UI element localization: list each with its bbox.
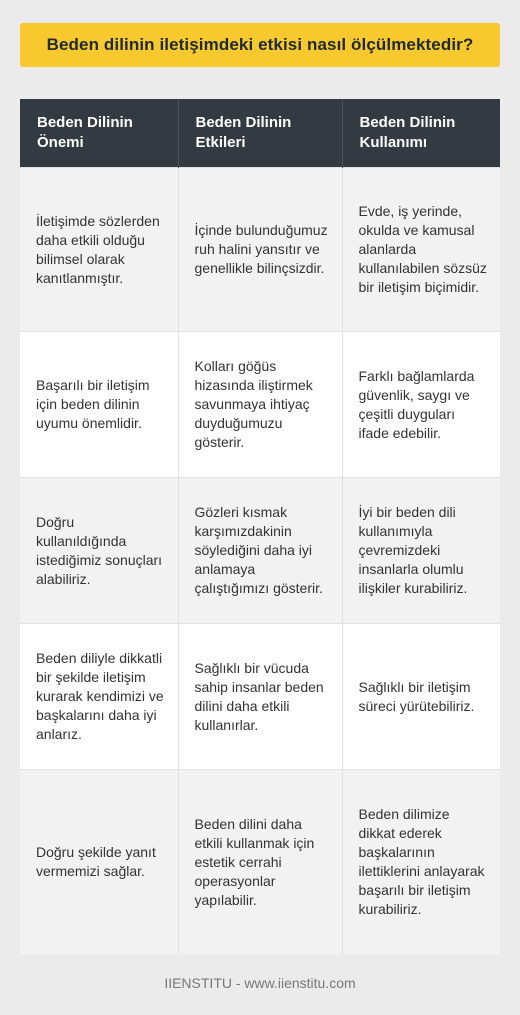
table-cell: Beden diliyle dikkatli bir şekilde iletişim kurarak kendimizi ve başkalarını daha iyi anlarız. xyxy=(20,624,178,770)
table-cell: Kolları göğüs hizasında iliştirmek savunmaya ihtiyaç duyduğumuzu gösterir. xyxy=(178,332,342,478)
table-cell: İçinde bulunduğumuz ruh halini yansıtır ve genellikle bilinçsizdir. xyxy=(178,168,342,332)
table-row xyxy=(20,624,500,770)
table-cell: Evde, iş yerinde, okulda ve kamusal alanlarda kullanılabilen sözsüz bir iletişim biçimidir. xyxy=(342,168,500,332)
table-cell: İletişimde sözlerden daha etkili olduğu bilimsel olarak kanıtlanmıştır. xyxy=(20,168,178,332)
table-cell: Beden dilimize dikkat ederek başkalarının ilettiklerini anlayarak başarılı bir iletişim kurabiliriz. xyxy=(342,770,500,955)
table-cell: Farklı bağlamlarda güvenlik, saygı ve çeşitli duyguları ifade edebilir. xyxy=(342,332,500,478)
table-cell: Doğru şekilde yanıt vermemizi sağlar. xyxy=(20,770,178,955)
table-row xyxy=(20,478,500,624)
table-cell: Gözleri kısmak karşımızdakinin söylediğini daha iyi anlamaya çalıştığımızı gösterir. xyxy=(178,478,342,624)
comparison-table xyxy=(20,99,500,955)
column-header-etkileri: Beden Dilinin Etkileri xyxy=(178,99,342,168)
table-header-row xyxy=(20,99,500,168)
page-title: Beden dilinin iletişimdeki etkisi nasıl ölçülmektedir? xyxy=(46,35,474,54)
column-header-onemi: Beden Dilinin Önemi xyxy=(20,99,178,168)
table-cell: İyi bir beden dili kullanımıyla çevremizdeki insanlarla olumlu ilişkiler kurabiliriz. xyxy=(342,478,500,624)
table-cell: Sağlıklı bir vücuda sahip insanlar beden dilini daha etkili kullanırlar. xyxy=(178,624,342,770)
table-cell: Beden dilini daha etkili kullanmak için estetik cerrahi operasyonlar yapılabilir. xyxy=(178,770,342,955)
title-banner xyxy=(20,23,500,67)
table-row xyxy=(20,332,500,478)
table-cell: Doğru kullanıldığında istediğimiz sonuçları alabiliriz. xyxy=(20,478,178,624)
table-cell: Başarılı bir iletişim için beden dilinin uyumu önemlidir. xyxy=(20,332,178,478)
table-cell: Sağlıklı bir iletişim süreci yürütebiliriz. xyxy=(342,624,500,770)
footer-credit: IIENSTITU - www.iienstitu.com xyxy=(164,975,356,991)
table-row xyxy=(20,770,500,955)
column-header-kullanimi: Beden Dilinin Kullanımı xyxy=(342,99,500,168)
table-row xyxy=(20,168,500,332)
